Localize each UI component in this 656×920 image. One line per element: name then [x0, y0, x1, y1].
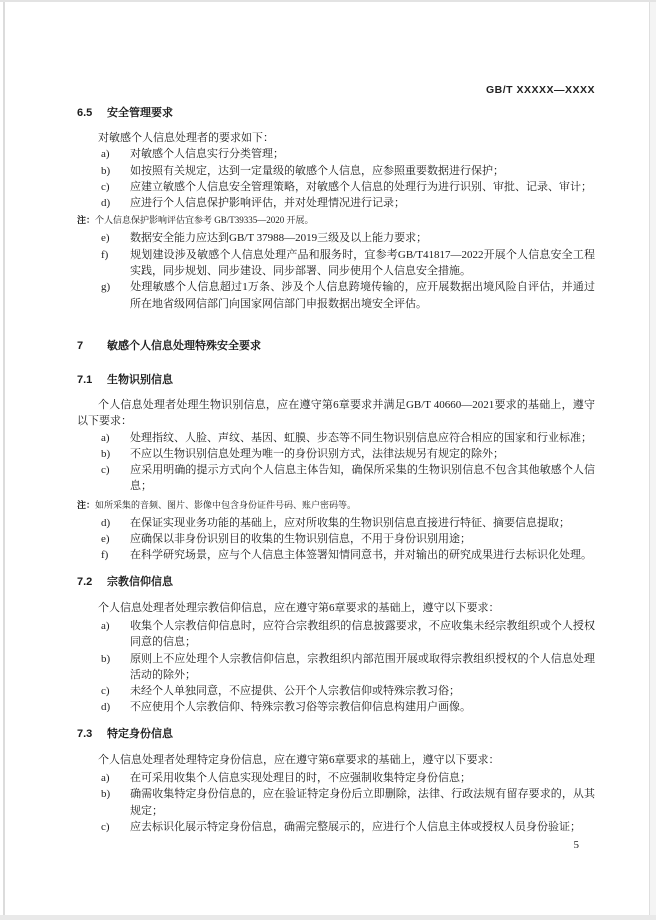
- list-item-7-1-a: [77, 430, 595, 446]
- list-item-text: 如按照有关规定，达到一定量级的敏感个人信息，应参照重要数据进行保护；: [130, 164, 504, 177]
- list-item-text: 对敏感个人信息实行分类管理；: [130, 148, 284, 161]
- list-item-text: 应去标识化展示特定身份信息，确需完整展示的，应进行个人信息主体或授权人员身份验证；: [130, 820, 581, 833]
- heading-number: 7: [77, 339, 84, 352]
- list-item-text: 原则上不应处理个人宗教信仰信息，宗教组织内部范围开展或取得宗教组织授权的个人信息处理活动的除外；: [130, 652, 595, 681]
- paragraph-6-5-intro: 对敏感个人信息处理者的要求如下：: [98, 132, 274, 144]
- list-item-7-2-b: [77, 651, 595, 684]
- note-text: 个人信息保护影响评估宜参考 GB/T39335—2020 开展。: [95, 215, 314, 226]
- document-page: [5, 2, 649, 915]
- list-item-7-1-c: [77, 462, 595, 495]
- heading-section-7-3: [77, 726, 595, 742]
- list-item-label: c): [101, 464, 110, 477]
- heading-chapter-7: [77, 338, 595, 354]
- list-item-text: 不应以生物识别信息处理为唯一的身份识别方式，法律法规另有规定的除外；: [130, 447, 504, 460]
- list-item-7-3-a: [77, 770, 595, 786]
- list-item-text: 处理指纹、人脸、声纹、基因、虹膜、步态等不同生物识别信息应符合相应的国家和行业标准；: [130, 431, 592, 444]
- note-label: 注：: [77, 499, 96, 510]
- list-item-label: c): [101, 180, 110, 193]
- list-item-label: f): [101, 549, 109, 562]
- list-item-text: 应进行个人信息保护影响评估，并对处理情况进行记录；: [130, 197, 405, 210]
- list-item-text: 应采用明确的提示方式向个人信息主体告知，确保所采集的生物识别信息不包含其他敏感个人信息；: [130, 464, 595, 493]
- list-item-7-1-b: [77, 446, 595, 462]
- list-item-label: a): [101, 148, 110, 161]
- list-item-text: 不应使用个人宗教信仰、特殊宗教习俗等宗教信仰信息构建用户画像。: [130, 701, 471, 714]
- list-item-text: 数据安全能力应达到GB/T 37988—2019三级及以上能力要求；: [130, 232, 428, 245]
- note-text: 如所采集的音频、图片、影像中包含身份证件号码、账户密码等。: [95, 499, 357, 510]
- page-number: 5: [573, 839, 579, 851]
- list-item-7-2-c: [77, 683, 595, 699]
- list-item-label: b): [101, 447, 111, 460]
- list-item-6-5-f: [77, 247, 595, 280]
- heading-title: 宗教信仰信息: [107, 575, 173, 588]
- list-item-label: b): [101, 164, 111, 177]
- list-7-1-a-c: [77, 430, 595, 495]
- heading-section-7-2: [77, 574, 595, 590]
- list-item-label: f): [101, 248, 109, 261]
- note-7-1: [77, 498, 595, 513]
- list-item-label: d): [101, 701, 111, 714]
- heading-title: 敏感个人信息处理特殊安全要求: [107, 339, 261, 352]
- list-item-6-5-a: [77, 146, 595, 162]
- list-item-label: b): [101, 652, 111, 665]
- list-item-label: e): [101, 533, 110, 546]
- paragraph-7-3-intro: 个人信息处理者处理特定身份信息，应在遵守第6章要求的基础上，遵守以下要求：: [98, 753, 500, 766]
- list-item-label: a): [101, 619, 110, 632]
- heading-number: 7.2: [77, 575, 93, 588]
- list-item-text: 应确保以非身份识别目的收集的生物识别信息，不用于身份识别用途；: [130, 533, 471, 546]
- list-item-label: a): [101, 772, 110, 785]
- list-7-2: [77, 618, 595, 716]
- list-item-label: e): [101, 232, 110, 245]
- list-item-label: c): [101, 685, 110, 698]
- list-item-text: 未经个人单独同意，不应提供、公开个人宗教信仰或特殊宗教习俗；: [130, 685, 460, 698]
- list-item-7-3-b: [77, 786, 595, 819]
- list-item-label: a): [101, 431, 110, 444]
- heading-title: 生物识别信息: [107, 373, 173, 386]
- heading-number: 6.5: [77, 107, 93, 119]
- list-item-label: g): [101, 281, 111, 294]
- list-item-label: c): [101, 820, 110, 833]
- heading-title: 特定身份信息: [107, 727, 173, 740]
- heading-title: 安全管理要求: [107, 107, 173, 119]
- heading-number: 7.1: [77, 373, 93, 386]
- list-item-7-2-a: [77, 618, 595, 651]
- page-edge-bottom: [0, 915, 656, 920]
- list-item-text: 确需收集特定身份信息的，应在验证特定身份后立即删除，法律、行政法规有留存要求的，从其规定；: [130, 788, 595, 817]
- list-item-6-5-c: [77, 179, 595, 195]
- list-item-7-3-c: [77, 819, 595, 835]
- list-item-label: b): [101, 788, 111, 801]
- list-6-5-e-g: [77, 230, 595, 311]
- list-6-5-a-d: [77, 146, 595, 211]
- list-item-7-2-d: [77, 699, 595, 715]
- heading-section-6-5: [77, 105, 595, 121]
- list-item-6-5-e: [77, 230, 595, 246]
- list-item-text: 在可采用收集个人信息实现处理目的时，不应强制收集特定身份信息；: [130, 772, 471, 785]
- paragraph-7-1-intro: 个人信息处理者处理生物识别信息，应在遵守第6章要求并满足GB/T 40660—2021要求的基础上，遵守以下要求：: [77, 398, 595, 428]
- list-item-text: 在科学研究场景，应与个人信息主体签署知情同意书，并对输出的研究成果进行去标识化处理。: [130, 549, 592, 562]
- note-6-5: [77, 213, 595, 228]
- list-7-1-d-f: [77, 515, 595, 564]
- list-item-text: 规划建设涉及敏感个人信息处理产品和服务时，宜参考GB/T41817—2022开展个人信息安全工程实践，同步规划、同步建设、同步部署、同步使用个人信息安全措施。: [130, 248, 595, 278]
- heading-section-7-1: [77, 372, 595, 388]
- list-item-text: 应建立敏感个人信息安全管理策略，对敏感个人信息的处理行为进行识别、审批、记录、审计；: [130, 180, 592, 193]
- list-7-3: [77, 770, 595, 835]
- note-label: 注：: [77, 215, 96, 226]
- list-item-6-5-d: [77, 195, 595, 211]
- list-item-text: 收集个人宗教信仰信息时，应符合宗教组织的信息披露要求，不应收集未经宗教组织或个人授权同意的信息；: [130, 619, 595, 649]
- list-item-6-5-g: [77, 279, 595, 312]
- list-item-6-5-b: [77, 163, 595, 179]
- list-item-7-1-e: [77, 531, 595, 547]
- running-header: GB/T XXXXX—XXXX: [485, 84, 595, 96]
- page-gutter-right: [650, 2, 656, 915]
- list-item-label: d): [101, 516, 111, 529]
- paragraph-7-2-intro: 个人信息处理者处理宗教信仰信息，应在遵守第6章要求的基础上，遵守以下要求：: [98, 601, 500, 614]
- list-item-text: 处理敏感个人信息超过1万条、涉及个人信息跨境传输的，应开展数据出境风险自评估，并通过所在地省级网信部门向国家网信部门申报数据出境安全评估。: [130, 281, 595, 310]
- list-item-label: d): [101, 197, 111, 210]
- list-item-7-1-f: [77, 547, 595, 563]
- list-item-text: 在保证实现业务功能的基础上，应对所收集的生物识别信息直接进行特征、摘要信息提取；: [130, 516, 570, 529]
- page-edge-right: [649, 2, 650, 915]
- heading-number: 7.3: [77, 727, 93, 740]
- list-item-7-1-d: [77, 515, 595, 531]
